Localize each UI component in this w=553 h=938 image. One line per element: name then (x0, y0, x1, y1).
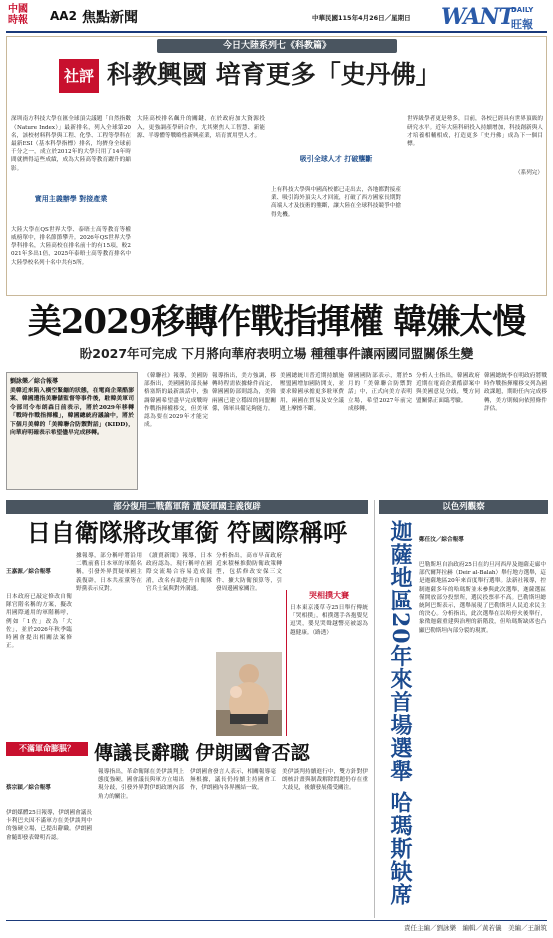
editorial-col-4-text: 世界級學者更是勢多，目前，各校已經具有世界頂級的研究水平。近年大陸科研投入持續增加，科技創新與人才培養相輔相成，打造更多「史丹佛」成為下一個目標。 (407, 116, 543, 148)
gaza-vertical-headline: 迦薩地區20年來首場選舉 哈瑪斯缺席 (387, 520, 413, 907)
editorial-col-2-text: 大陸高校排名飆升的關鍵，在於政府加大資源投入，更強調產學研合作，尤其聚焦人工智慧、新能源、半導體等戰略性新興產業，培育實用型人才。 (137, 116, 265, 139)
main-story (6, 298, 547, 498)
iran-byline: 蔡宗穎／綜合報導 (6, 785, 51, 792)
gaza-byline: 鄭任汶／綜合報導 (419, 537, 464, 544)
japan-headline: 日自衛隊將改軍銜 符國際稱呼 (26, 518, 348, 547)
editorial-col-1 (11, 99, 131, 293)
want-cn: 旺報 (511, 18, 533, 31)
iran-story (6, 740, 368, 918)
japan-banner (6, 500, 368, 514)
main-lede-box (6, 372, 138, 490)
want-daily: DAILY (511, 6, 534, 14)
iran-col-3: 伊朗國會發言人表示，相關報導毫無根據，議長仍持續主持國會工作，伊朗國內各界團結一致。 (190, 769, 276, 792)
editorial-section (6, 36, 547, 296)
editorial-col-3 (271, 99, 401, 293)
editorial-title: 科教興國 培育更多「史丹佛」 (107, 60, 441, 89)
main-subhead: 盼2027年可完成 下月將向華府表明立場 種種事件讓兩國同盟關係生變 (79, 346, 474, 361)
main-byline: 劉詠樂／綜合報導 (10, 378, 59, 385)
main-lede: 美韓近來陷入橫空緊繃的狀態，在電商企業酷澎案、韓國遭指美聯儲監督等事件後，駐韓美軍司令部司令布朗森日前表示，將於2029年移轉「戰時作戰指揮權」，韓國總統府議論中，將於下個月美韓的「美韓聯合防禦對話」(KIDD)，向華府明確表示希望儘早完成移轉。 (10, 388, 134, 437)
japan-col-4: 分析指出，高市早苗政府近來積極推動防衛政策轉型，包括修改安保三文件、擴大防衛預算等，引發周邊國家關注。 (216, 553, 282, 592)
photo-caption-box (286, 590, 368, 736)
issue-date: 中華民國115年4月26日／星期日 (312, 14, 411, 22)
masthead-rule (6, 31, 547, 33)
japan-col-3: 《讀賣新聞》報導，日本政府認為，現行稱呼在國際交流場合容易造成混淆，改名有助提升自衛隊官兵士氣與對外溝通。 (146, 553, 212, 592)
main-col-3: 美國總統川普近期持續施壓盟國增加國防開支，並要求韓國承擔更多駐軍費用，兩國在貿易及安全議題上摩擦不斷。 (280, 373, 344, 412)
iran-col-1-text: 伊朗媒體25日報導，伊朗國會議長卡利巴夫因不滿軍方在美伊談判中的強硬立場，已提出辭職。伊朗國會隨即發表聲明否認。 (6, 810, 92, 841)
gaza-story (374, 500, 547, 918)
gaza-body-text: 巴勒斯坦自治政府25日在約旦河西岸及迦薩走廊中部代爾拜拉赫（Deir al-Balah）舉行地方選舉，這是迦薩地區20年來首度舉行選舉。法新社報導，控制迦薩多年的哈瑪斯並未參與此次選舉，迦薩選區僅開放部分投票所，選民投票率不高。巴勒斯坦總統阿巴斯表示，選舉展現了巴勒斯坦人民追求民主的決心。分析指出，此次選舉在以哈停火後舉行，象徵迦薩重建與治理的新階段，但哈瑪斯缺席也凸顯巴勒斯坦內部分裂的現實。 (419, 562, 546, 634)
iran-col-2: 報導指出，革命衛隊在美伊談判上態度強硬，國會議長與軍方立場出現分歧，引發外界對伊朗政壇內部角力的關注。 (98, 769, 184, 800)
photo-caption: 日本東京淺草寺25日舉行傳統「哭相撲」，相撲選手各抱嬰兒逗哭，嬰兒哭聲越響亮被認為越健康。（路透） (290, 605, 368, 636)
page-number: AA2 (50, 9, 77, 23)
editorial-banner (157, 39, 397, 53)
china-times-logo (8, 4, 42, 30)
editorial-banner-text: 今日大陸系列七《科教篇》 (222, 41, 331, 51)
sumo-photo (216, 652, 282, 736)
main-col-4: 韓國國防部表示，將於5月的「美韓聯合防禦對話」中，正式向美方表明立場，希望2027年前完成移轉。 (348, 373, 412, 412)
editorial-col-2 (137, 99, 265, 293)
gaza-banner-text: 以色列觀察 (442, 502, 485, 512)
japan-story (6, 500, 368, 738)
want-logo (441, 2, 547, 32)
main-col-6: 韓國總統李在明政府將戰時作戰指揮權移交列為國政課題，期盼任內完成移轉，美方則傾向依照條件評估。 (484, 373, 547, 412)
editorial-author: （系列完） (515, 169, 543, 176)
logo-line-1: 中國 (8, 4, 28, 15)
japan-col-2: 據報導，部分稱呼將沿用二戰前舊日本軍的軍階名稱，引發外界質疑軍國主義復辟，日本共產黨等在野黨表示反對。 (76, 553, 142, 592)
japan-col-1 (6, 552, 72, 736)
editorial-col-1b-text: 大陸大學在QS世界大學、泰晤士高等教育等權威榜單中，排名節節攀升。2026年QS世界大學學科排名，大陸高校在排名前十的有15項，較2021年多出1倍，2025年泰晤士高等教育排名中大陸學校名列十名中共有5所。 (11, 226, 131, 266)
japan-banner-text: 部分復用二戰舊軍階 遭疑軍國主義復辟 (113, 502, 261, 512)
gaza-body (419, 520, 546, 912)
masthead (0, 0, 553, 34)
logo-line-2: 時報 (8, 15, 28, 26)
main-col-2: 報導指出，美方強調，移轉時程需依據條件而定，韓國國防部則認為，美韓兩國已建立穩固的同盟關係，韓軍具備足夠能力。 (212, 373, 276, 412)
footer-credits: 責任主編／劉詠樂 編輯／黃若儀 美編／王韻筑 (404, 924, 547, 932)
gaza-banner (379, 500, 548, 514)
editorial-subhead-2: 吸引全球人才 打破壟斷 (299, 155, 373, 164)
editorial-col-4 (407, 99, 543, 293)
iran-banner (6, 742, 88, 756)
photo-title: 哭相撲大賽 (309, 591, 349, 600)
iran-col-4: 美伊談判持續進行中，雙方針對伊朗核計畫與制裁解除問題仍存在重大歧見，後續發展備受關注。 (282, 769, 368, 792)
editorial-subhead-1: 實用主義辦學 對接產業 (34, 195, 108, 204)
editorial-col-3-text: 上有科技大學與中國高校都已走出去，各地都對接產業、吸引海外頂尖人才回流，打破了西方國家長期對高端人才及技術的壟斷，讓大陸在全球科技競爭中搶得先機。 (271, 187, 401, 218)
sumo-photo-image (216, 652, 282, 736)
main-col-5: 分析人士指出，韓國政府近期在電商企業酷澎案中與美國意見分歧，雙方同盟關係正面臨考驗。 (416, 373, 480, 404)
editorial-col-1-text: 深圳南方科技大學在匯全球頂尖議題「自然指數（Nature Index）」最新排名，列入全球第20名，該校材料科學與工程、化學、工程等學科在最新ESI（基本科學指標）排名，均擠身全球前千分之一，成立於2012年的大學只用了14年時間就擠得這些成績，成為大陸高等教育躍升的縮影。 (11, 116, 131, 172)
footer (6, 920, 547, 936)
section-title: 焦點新聞 (82, 10, 138, 26)
main-col-1: 《韓聯社》報導，美國防部指出，美國國防部長赫格塞斯的最新談話中，強調韓國希望盡早完成戰時作戰指揮權移交，但美軍認為要在2029年才能完成。 (144, 373, 208, 429)
want-logo-text: WANT (441, 4, 514, 30)
iran-headline: 傳議長辭職 伊朗國會否認 (94, 742, 310, 764)
japan-byline: 王嘉源／綜合報導 (6, 569, 51, 576)
main-headline: 美2029移轉作戰指揮權 韓嫌太慢 (27, 302, 526, 342)
editorial-badge-text: 社評 (63, 67, 94, 85)
editorial-badge (59, 59, 99, 93)
iran-banner-text: 不滿軍命膨脹？ (19, 744, 75, 753)
japan-col-1-text: 日本政府已敲定修改自衛隊官階名稱的方案，擬改用國際通用的軍階稱呼，例如「1佐」改為「大佐」，並於2026年秋季臨時國會提出相關法案修正。 (6, 594, 72, 650)
iran-col-1 (6, 768, 92, 916)
